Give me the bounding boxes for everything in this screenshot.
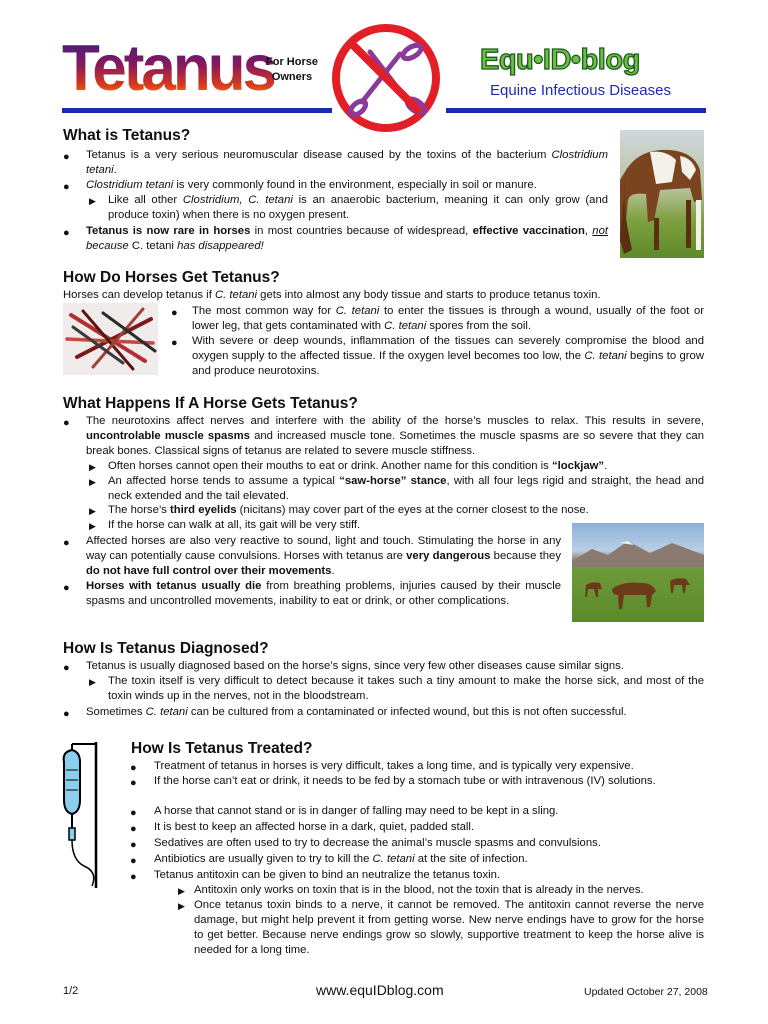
paragraph: Treatment of tetanus in horses is very difficult, takes a long time, and is typically very expensive. <box>154 760 634 772</box>
bullet-icon: ● <box>130 839 137 851</box>
paragraph: Tetanus is now rare in horses in most countries because of widespread, effective vaccination, not because C. tetani has disappeared! <box>86 225 609 252</box>
bullet-icon: ● <box>63 151 70 163</box>
paragraph: Antibiotics are usually given to try to kill the C. tetani at the site of infection. <box>154 853 528 865</box>
grazing-paint-horse-photo <box>620 130 704 258</box>
sub-bullet-icon: ▶ <box>89 462 96 472</box>
rusty-nails-photo <box>63 303 158 375</box>
sub-bullet-icon: ▶ <box>89 477 96 487</box>
equidblog-logo: Equ•ID•blog <box>480 44 640 76</box>
paragraph: Horses with tetanus usually die from breathing problems, injuries caused by their muscle spasms and uncontrolled movements, inability to eat or drink, or other complications. <box>86 580 561 607</box>
bullet-icon: ● <box>130 871 137 883</box>
section-heading-how-is-tetanus-treated: How Is Tetanus Treated? <box>131 740 313 757</box>
paragraph: An affected horse tends to assume a typical “saw-horse” stance, with all four legs rigid and straight, the head and neck extended and the tail elevated. <box>108 475 705 502</box>
paragraph: Tetanus is a very serious neuromuscular disease caused by the toxins of the bacterium Clostridium tetani. <box>86 149 608 176</box>
page-number: 1/2 <box>63 985 79 997</box>
paragraph: Like all other Clostridium, C. tetani is an anaerobic bacterium, meaning it can only grow (and produce toxin) when there is no oxygen present. <box>108 194 609 221</box>
paragraph: Often horses cannot open their mouths to eat or drink. Another name for this condition is “lockjaw”. <box>108 460 608 472</box>
paragraph: Tetanus antitoxin can be given to bind an neutralize the tetanus toxin. <box>154 869 501 881</box>
section-heading-what-is-tetanus: What is Tetanus? <box>63 127 191 144</box>
section-heading-how-do-horses-get-tetanus: How Do Horses Get Tetanus? <box>63 269 280 286</box>
sub-bullet-icon: ▶ <box>178 901 185 911</box>
bullet-icon: ● <box>63 662 70 674</box>
paragraph: With severe or deep wounds, inflammation of the tissues can severely compromise the blood and oxygen supply to the affected tissue. If the oxygen level becomes too low, the C. tetani begins to grow and produce neurotoxins. <box>192 335 704 377</box>
paragraph: The neurotoxins affect nerves and interfere with the ability of the horse’s muscles to relax. This results in severe, uncontrolable muscle spasms and increased muscle tone. Sometimes the muscle spasms are so severe that they can break bones. Classical signs of tetanus are related to severe muscle stiffness. <box>86 415 704 457</box>
bullet-icon: ● <box>171 307 178 319</box>
paragraph: Sedatives are often used to try to decrease the animal’s muscle spasms and convulsions. <box>154 837 601 849</box>
paragraph: Antitoxin only works on toxin that is in the blood, not the toxin that is already in the nerves. <box>194 884 644 896</box>
paragraph: Once tetanus toxin binds to a nerve, it cannot be removed. The antitoxin cannot reverse the nerve damage, but might help prevent it from getting worse. New nerve endings have to grow for the horse to get better. Because nerve endings grow so slowly, supportive treatment to keep the horse alive is needed for a long time. <box>194 899 704 956</box>
footer-website-link[interactable]: www.equIDblog.com <box>316 982 444 998</box>
sub-bullet-icon: ▶ <box>89 521 96 531</box>
paragraph: If the horse can’t eat or drink, it needs to be fed by a stomach tube or with intravenous (IV) solutions. <box>154 775 656 787</box>
paragraph: The most common way for C. tetani to enter the tissues is through a wound, usually of the foot or lower leg, that gets contaminated with C. tetani spores from the soil. <box>192 305 704 332</box>
horses-in-pasture-photo <box>572 523 704 622</box>
bullet-icon: ● <box>63 537 70 549</box>
section-heading-how-is-tetanus-diagnosed: How Is Tetanus Diagnosed? <box>63 640 269 657</box>
updated-date: Updated October 27, 2008 <box>584 986 708 998</box>
bullet-icon: ● <box>130 777 137 789</box>
bullet-icon: ● <box>130 762 137 774</box>
bullet-icon: ● <box>63 417 70 429</box>
equine-infectious-diseases-subtitle: Equine Infectious Diseases <box>490 82 671 99</box>
bullet-icon: ● <box>130 855 137 867</box>
paragraph: Affected horses are also very reactive to sound, light and touch. Stimulating the horse in any way can potentially cause convulsions. Horses with tetanus are very dangerous because they do not have full control over their movements. <box>86 535 561 577</box>
paragraph: Tetanus is usually diagnosed based on the horse’s signs, since very few other diseases cause similar signs. <box>86 660 624 672</box>
paragraph: Sometimes C. tetani can be cultured from a contaminated or infected wound, but this is not often successful. <box>86 706 627 718</box>
bullet-icon: ● <box>130 823 137 835</box>
header-rule-left <box>62 108 332 113</box>
bullet-icon: ● <box>63 582 70 594</box>
bullet-icon: ● <box>63 227 70 239</box>
paragraph: A horse that cannot stand or is in danger of falling may need to be kept in a sling. <box>154 805 559 817</box>
sub-bullet-icon: ▶ <box>178 886 185 896</box>
iv-drip-bag-icon <box>58 740 108 890</box>
sub-bullet-icon: ▶ <box>89 677 96 687</box>
bullet-icon: ● <box>130 807 137 819</box>
for-horse-owners-label: For Horse Owners <box>266 56 318 83</box>
sub-bullet-icon: ▶ <box>89 506 96 516</box>
section-heading-what-happens: What Happens If A Horse Gets Tetanus? <box>63 395 358 412</box>
paragraph: Horses can develop tetanus if C. tetani gets into almost any body tissue and starts to produce tetanus toxin. <box>63 289 601 301</box>
sub-bullet-icon: ▶ <box>89 196 96 206</box>
bullet-icon: ● <box>63 708 70 720</box>
paragraph: It is best to keep an affected horse in a dark, quiet, padded stall. <box>154 821 475 833</box>
paragraph: Clostridium tetani is very commonly found in the environment, especially in soil or manure. <box>86 179 537 191</box>
paragraph: If the horse can walk at all, its gait will be very stiff. <box>108 519 361 531</box>
paragraph: The toxin itself is very difficult to detect because it takes such a tiny amount to make the horse sick, and most of the toxin winds up in the nerves, not in the bloodstream. <box>108 675 704 702</box>
paragraph: The horse’s third eyelids (nicitans) may cover part of the eyes at the corner closest to the nose. <box>108 504 589 516</box>
bullet-icon: ● <box>63 181 70 193</box>
header-rule-right <box>446 108 706 113</box>
bullet-icon: ● <box>171 337 178 349</box>
prohibition-sign-icon <box>330 22 442 134</box>
tetanus-title-logo: Tetanus <box>62 32 275 105</box>
